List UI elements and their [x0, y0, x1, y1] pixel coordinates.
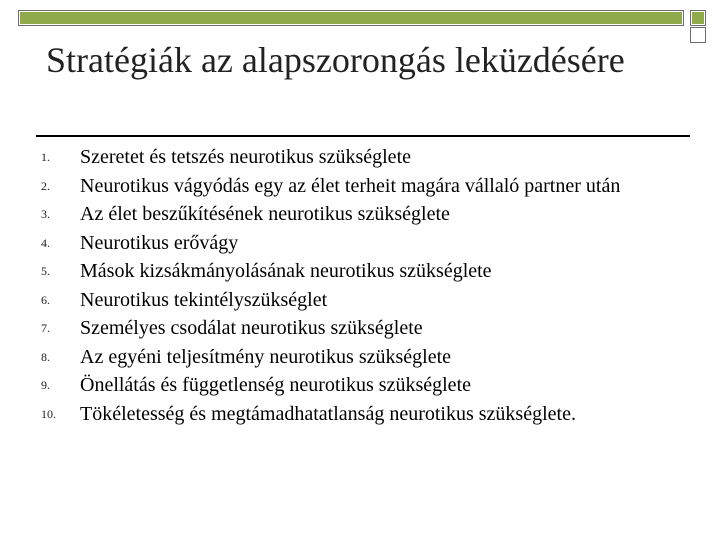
list-item-text: Az élet beszűkítésének neurotikus szükséglete [80, 203, 450, 225]
list-item-number: 6. [41, 292, 50, 307]
list-item-text: Neurotikus erővágy [80, 231, 239, 254]
list-item-number: 7. [41, 321, 50, 335]
list-item-text: Személyes csodálat neurotikus szükséglete [80, 317, 423, 339]
corner-box-fill [692, 12, 704, 24]
list-item [36, 346, 676, 368]
list-item-number: 2. [41, 178, 50, 193]
header-accent-bar [18, 10, 684, 26]
list-item-number: 8. [41, 349, 50, 364]
list-item [36, 232, 676, 254]
list-item-text: Neurotikus vágyódás egy az élet terheit magára vállaló partner után [80, 174, 621, 197]
header-accent-fill [20, 12, 682, 24]
list-item-number: 5. [41, 264, 50, 278]
list-item [36, 317, 676, 339]
list-item [36, 260, 676, 282]
list-item-text: Neurotikus tekintélyszükséglet [80, 288, 328, 311]
list-item-text: Önellátás és függetlenség neurotikus szükséglete [80, 374, 471, 396]
list-item-text: Mások kizsákmányolásának neurotikus szükséglete [80, 260, 492, 282]
list-item [36, 203, 676, 225]
list-item-text: Az egyéni teljesítmény neurotikus szükséglete [80, 345, 452, 368]
list-item-text: Szeretet és tetszés neurotikus szükséglete [80, 146, 411, 168]
slide-title: Stratégiák az alapszorongás leküzdésére [46, 40, 625, 80]
corner-box-empty [690, 27, 706, 43]
list-item-number: 3. [41, 207, 50, 221]
list-item-number: 4. [41, 235, 50, 250]
list-item [36, 146, 676, 168]
list-item [36, 289, 676, 311]
list-item-number: 9. [41, 378, 50, 392]
numbered-list [36, 146, 676, 431]
list-item-number: 1. [41, 150, 50, 164]
corner-box-filled [690, 10, 706, 26]
list-item [36, 175, 676, 197]
list-item [36, 374, 676, 396]
list-item-text: Tökéletesség és megtámadhatatlanság neurotikus szükséglete. [80, 402, 576, 425]
list-item [36, 403, 676, 425]
title-divider [36, 135, 690, 137]
list-item-number: 10. [41, 406, 56, 421]
